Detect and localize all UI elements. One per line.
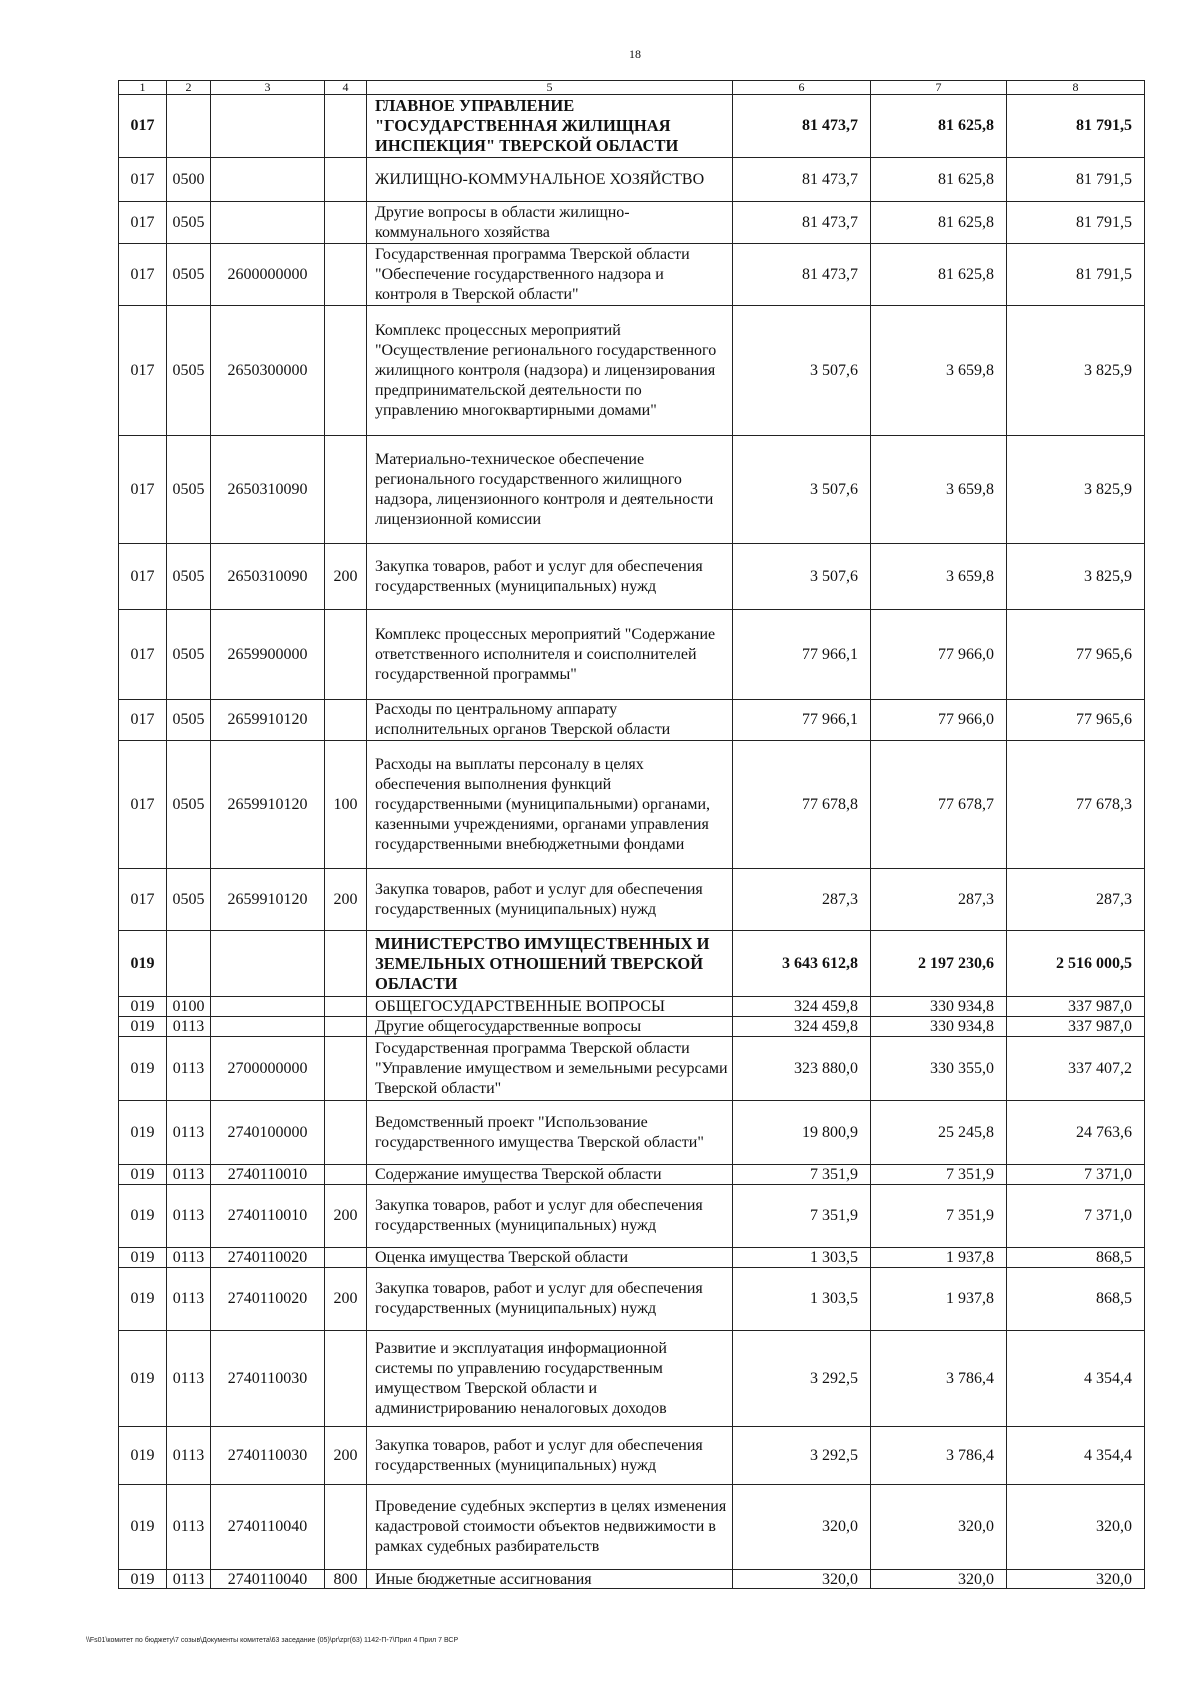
expense-type-cell <box>325 1037 367 1101</box>
table-row <box>119 306 1145 436</box>
item-name-cell: Содержание имущества Тверской области <box>367 1165 733 1185</box>
amount-year3-cell: 77 965,6 <box>1007 700 1145 741</box>
target-article-cell: 2659910120 <box>211 741 325 869</box>
amount-year1-cell: 19 800,9 <box>733 1101 871 1165</box>
target-article-cell <box>211 931 325 997</box>
target-article-cell: 2650310090 <box>211 436 325 544</box>
table-row <box>119 1037 1145 1101</box>
admin-code-cell: 017 <box>119 610 167 700</box>
target-article-cell: 2740110020 <box>211 1248 325 1268</box>
item-name-cell: МИНИСТЕРСТВО ИМУЩЕСТВЕННЫХ И ЗЕМЕЛЬНЫХ ОТНОШЕНИЙ ТВЕРСКОЙ ОБЛАСТИ <box>367 931 733 997</box>
table-row <box>119 158 1145 202</box>
amount-year3-cell: 77 678,3 <box>1007 741 1145 869</box>
amount-year3-cell: 3 825,9 <box>1007 436 1145 544</box>
target-article-cell: 2700000000 <box>211 1037 325 1101</box>
admin-code-cell: 017 <box>119 202 167 244</box>
item-name-cell: Проведение судебных экспертиз в целях изменения кадастровой стоимости объектов недвижимости в рамках судебных разбирательств <box>367 1485 733 1570</box>
amount-year3-cell: 81 791,5 <box>1007 158 1145 202</box>
target-article-cell: 2659900000 <box>211 610 325 700</box>
amount-year1-cell: 3 507,6 <box>733 436 871 544</box>
section-code-cell: 0113 <box>167 1165 211 1185</box>
target-article-cell <box>211 202 325 244</box>
expense-type-cell <box>325 1485 367 1570</box>
amount-year1-cell: 323 880,0 <box>733 1037 871 1101</box>
target-article-cell: 2650310090 <box>211 544 325 610</box>
expense-type-cell: 200 <box>325 1427 367 1485</box>
admin-code-cell: 019 <box>119 1268 167 1331</box>
expense-type-cell: 200 <box>325 544 367 610</box>
amount-year2-cell: 330 355,0 <box>871 1037 1007 1101</box>
expense-type-cell <box>325 244 367 306</box>
expense-type-cell <box>325 95 367 158</box>
section-code-cell: 0113 <box>167 1101 211 1165</box>
section-code-cell: 0505 <box>167 306 211 436</box>
target-article-cell: 2740110040 <box>211 1570 325 1589</box>
table-row <box>119 1248 1145 1268</box>
expense-type-cell <box>325 700 367 741</box>
expense-type-cell <box>325 931 367 997</box>
expense-type-cell: 800 <box>325 1570 367 1589</box>
amount-year1-cell: 7 351,9 <box>733 1165 871 1185</box>
header-cell: 4 <box>325 81 367 95</box>
amount-year1-cell: 3 507,6 <box>733 306 871 436</box>
amount-year3-cell: 337 987,0 <box>1007 997 1145 1017</box>
amount-year2-cell: 320,0 <box>871 1570 1007 1589</box>
admin-code-cell: 017 <box>119 436 167 544</box>
amount-year3-cell: 7 371,0 <box>1007 1185 1145 1248</box>
table-row <box>119 869 1145 931</box>
item-name-cell: ЖИЛИЩНО-КОММУНАЛЬНОЕ ХОЗЯЙСТВО <box>367 158 733 202</box>
admin-code-cell: 019 <box>119 1427 167 1485</box>
admin-code-cell: 019 <box>119 931 167 997</box>
amount-year2-cell: 7 351,9 <box>871 1185 1007 1248</box>
header-cell: 1 <box>119 81 167 95</box>
expense-type-cell <box>325 306 367 436</box>
table-row <box>119 1185 1145 1248</box>
amount-year3-cell: 320,0 <box>1007 1570 1145 1589</box>
section-code-cell: 0113 <box>167 1570 211 1589</box>
footer-file-path: \\Fs01\комитет по бюджету\7 созыв\Документы комитета\63 заседание (05)\pr\zpr(63) 1142-П-7\Прил 4 Прил 7 ВСР <box>86 1637 459 1644</box>
item-name-cell: Оценка имущества Тверской области <box>367 1248 733 1268</box>
item-name-cell: Комплекс процессных мероприятий "Осуществление регионального государственного жилищного контроля (надзора) и лицензирования предпринимательской деятельности по управлению многоквартирными домами" <box>367 306 733 436</box>
amount-year1-cell: 3 643 612,8 <box>733 931 871 997</box>
item-name-cell: Закупка товаров, работ и услуг для обеспечения государственных (муниципальных) нужд <box>367 1268 733 1331</box>
amount-year1-cell: 324 459,8 <box>733 997 871 1017</box>
expense-type-cell <box>325 1248 367 1268</box>
admin-code-cell: 019 <box>119 1037 167 1101</box>
table-row <box>119 95 1145 158</box>
section-code-cell <box>167 931 211 997</box>
table-row <box>119 544 1145 610</box>
amount-year3-cell: 2 516 000,5 <box>1007 931 1145 997</box>
amount-year3-cell: 4 354,4 <box>1007 1331 1145 1427</box>
page-number: 18 <box>629 47 641 61</box>
section-code-cell <box>167 95 211 158</box>
amount-year2-cell: 25 245,8 <box>871 1101 1007 1165</box>
table-row <box>119 997 1145 1017</box>
table-row <box>119 741 1145 869</box>
item-name-cell: ОБЩЕГОСУДАРСТВЕННЫЕ ВОПРОСЫ <box>367 997 733 1017</box>
section-code-cell: 0113 <box>167 1185 211 1248</box>
admin-code-cell: 017 <box>119 741 167 869</box>
item-name-cell: Закупка товаров, работ и услуг для обеспечения государственных (муниципальных) нужд <box>367 544 733 610</box>
amount-year3-cell: 337 407,2 <box>1007 1037 1145 1101</box>
amount-year1-cell: 3 507,6 <box>733 544 871 610</box>
expense-type-cell <box>325 1331 367 1427</box>
amount-year2-cell: 3 659,8 <box>871 544 1007 610</box>
amount-year1-cell: 3 292,5 <box>733 1427 871 1485</box>
amount-year2-cell: 3 786,4 <box>871 1427 1007 1485</box>
target-article-cell: 2740110040 <box>211 1485 325 1570</box>
amount-year1-cell: 81 473,7 <box>733 202 871 244</box>
budget-table <box>118 80 1145 1589</box>
admin-code-cell: 019 <box>119 1248 167 1268</box>
section-code-cell: 0113 <box>167 1331 211 1427</box>
amount-year1-cell: 77 678,8 <box>733 741 871 869</box>
admin-code-cell: 019 <box>119 1570 167 1589</box>
expense-type-cell <box>325 202 367 244</box>
item-name-cell: Ведомственный проект "Использование государственного имущества Тверской области" <box>367 1101 733 1165</box>
expense-type-cell: 100 <box>325 741 367 869</box>
table-row <box>119 1331 1145 1427</box>
amount-year3-cell: 337 987,0 <box>1007 1017 1145 1037</box>
expense-type-cell: 200 <box>325 1268 367 1331</box>
table-row <box>119 1570 1145 1589</box>
amount-year3-cell: 81 791,5 <box>1007 244 1145 306</box>
amount-year1-cell: 287,3 <box>733 869 871 931</box>
section-code-cell: 0100 <box>167 997 211 1017</box>
admin-code-cell: 017 <box>119 700 167 741</box>
table-row <box>119 202 1145 244</box>
item-name-cell: Другие вопросы в области жилищно-коммунального хозяйства <box>367 202 733 244</box>
section-code-cell: 0113 <box>167 1485 211 1570</box>
amount-year3-cell: 3 825,9 <box>1007 544 1145 610</box>
expense-type-cell <box>325 610 367 700</box>
amount-year2-cell: 77 966,0 <box>871 700 1007 741</box>
admin-code-cell: 019 <box>119 1185 167 1248</box>
admin-code-cell: 019 <box>119 1101 167 1165</box>
expense-type-cell <box>325 1101 367 1165</box>
section-code-cell: 0113 <box>167 1017 211 1037</box>
table-row <box>119 1268 1145 1331</box>
amount-year3-cell: 320,0 <box>1007 1485 1145 1570</box>
amount-year3-cell: 81 791,5 <box>1007 202 1145 244</box>
admin-code-cell: 017 <box>119 544 167 610</box>
table-row <box>119 1485 1145 1570</box>
amount-year2-cell: 3 659,8 <box>871 306 1007 436</box>
amount-year3-cell: 77 965,6 <box>1007 610 1145 700</box>
item-name-cell: Государственная программа Тверской области "Обеспечение государственного надзора и контроля в Тверской области" <box>367 244 733 306</box>
header-cell: 5 <box>367 81 733 95</box>
target-article-cell: 2650300000 <box>211 306 325 436</box>
amount-year2-cell: 3 786,4 <box>871 1331 1007 1427</box>
amount-year1-cell: 77 966,1 <box>733 610 871 700</box>
expense-type-cell <box>325 158 367 202</box>
section-code-cell: 0505 <box>167 610 211 700</box>
target-article-cell: 2740110010 <box>211 1165 325 1185</box>
section-code-cell: 0505 <box>167 700 211 741</box>
amount-year1-cell: 3 292,5 <box>733 1331 871 1427</box>
section-code-cell: 0505 <box>167 869 211 931</box>
amount-year1-cell: 81 473,7 <box>733 95 871 158</box>
table-row <box>119 1017 1145 1037</box>
amount-year1-cell: 1 303,5 <box>733 1248 871 1268</box>
table-row <box>119 610 1145 700</box>
expense-type-cell: 200 <box>325 869 367 931</box>
section-code-cell: 0113 <box>167 1268 211 1331</box>
item-name-cell: Другие общегосударственные вопросы <box>367 1017 733 1037</box>
admin-code-cell: 017 <box>119 158 167 202</box>
table-row <box>119 1101 1145 1165</box>
amount-year1-cell: 320,0 <box>733 1570 871 1589</box>
budget-table-body <box>119 95 1145 1589</box>
amount-year2-cell: 77 966,0 <box>871 610 1007 700</box>
amount-year1-cell: 320,0 <box>733 1485 871 1570</box>
amount-year2-cell: 320,0 <box>871 1485 1007 1570</box>
amount-year2-cell: 3 659,8 <box>871 436 1007 544</box>
admin-code-cell: 019 <box>119 1017 167 1037</box>
amount-year3-cell: 3 825,9 <box>1007 306 1145 436</box>
amount-year2-cell: 77 678,7 <box>871 741 1007 869</box>
amount-year2-cell: 81 625,8 <box>871 202 1007 244</box>
section-code-cell: 0505 <box>167 244 211 306</box>
item-name-cell: Иные бюджетные ассигнования <box>367 1570 733 1589</box>
expense-type-cell <box>325 1017 367 1037</box>
section-code-cell: 0505 <box>167 202 211 244</box>
amount-year3-cell: 24 763,6 <box>1007 1101 1145 1165</box>
admin-code-cell: 019 <box>119 1165 167 1185</box>
header-cell: 6 <box>733 81 871 95</box>
section-code-cell: 0113 <box>167 1248 211 1268</box>
amount-year3-cell: 287,3 <box>1007 869 1145 931</box>
admin-code-cell: 017 <box>119 306 167 436</box>
amount-year3-cell: 4 354,4 <box>1007 1427 1145 1485</box>
item-name-cell: Закупка товаров, работ и услуг для обеспечения государственных (муниципальных) нужд <box>367 869 733 931</box>
target-article-cell: 2659910120 <box>211 869 325 931</box>
table-row <box>119 1165 1145 1185</box>
target-article-cell: 2740110020 <box>211 1268 325 1331</box>
target-article-cell: 2740110030 <box>211 1427 325 1485</box>
admin-code-cell: 019 <box>119 1331 167 1427</box>
expense-type-cell <box>325 436 367 544</box>
header-cell: 8 <box>1007 81 1145 95</box>
admin-code-cell: 019 <box>119 997 167 1017</box>
amount-year2-cell: 2 197 230,6 <box>871 931 1007 997</box>
item-name-cell: Комплекс процессных мероприятий "Содержание ответственного исполнителя и соисполнителей государственной программы" <box>367 610 733 700</box>
section-code-cell: 0500 <box>167 158 211 202</box>
target-article-cell: 2740100000 <box>211 1101 325 1165</box>
item-name-cell: Расходы по центральному аппарату исполнительных органов Тверской области <box>367 700 733 741</box>
amount-year1-cell: 81 473,7 <box>733 244 871 306</box>
amount-year2-cell: 330 934,8 <box>871 1017 1007 1037</box>
section-code-cell: 0113 <box>167 1427 211 1485</box>
item-name-cell: ГЛАВНОЕ УПРАВЛЕНИЕ "ГОСУДАРСТВЕННАЯ ЖИЛИЩНАЯ ИНСПЕКЦИЯ" ТВЕРСКОЙ ОБЛАСТИ <box>367 95 733 158</box>
amount-year2-cell: 7 351,9 <box>871 1165 1007 1185</box>
amount-year2-cell: 81 625,8 <box>871 158 1007 202</box>
expense-type-cell <box>325 997 367 1017</box>
admin-code-cell: 017 <box>119 244 167 306</box>
target-article-cell <box>211 158 325 202</box>
amount-year2-cell: 81 625,8 <box>871 95 1007 158</box>
item-name-cell: Развитие и эксплуатация информационной системы по управлению государственным имуществом Тверской области и администрированию неналоговых доходов <box>367 1331 733 1427</box>
amount-year2-cell: 1 937,8 <box>871 1248 1007 1268</box>
item-name-cell: Материально-техническое обеспечение регионального государственного жилищного надзора, лицензионного контроля и деятельности лицензионной комиссии <box>367 436 733 544</box>
amount-year1-cell: 1 303,5 <box>733 1268 871 1331</box>
table-row <box>119 700 1145 741</box>
target-article-cell <box>211 997 325 1017</box>
admin-code-cell: 017 <box>119 95 167 158</box>
amount-year3-cell: 868,5 <box>1007 1268 1145 1331</box>
target-article-cell: 2659910120 <box>211 700 325 741</box>
admin-code-cell: 019 <box>119 1485 167 1570</box>
table-row <box>119 244 1145 306</box>
target-article-cell <box>211 95 325 158</box>
target-article-cell: 2740110030 <box>211 1331 325 1427</box>
header-row <box>119 81 1145 95</box>
table-row <box>119 436 1145 544</box>
header-cell: 3 <box>211 81 325 95</box>
amount-year2-cell: 330 934,8 <box>871 997 1007 1017</box>
expense-type-cell: 200 <box>325 1185 367 1248</box>
section-code-cell: 0505 <box>167 436 211 544</box>
amount-year1-cell: 81 473,7 <box>733 158 871 202</box>
section-code-cell: 0505 <box>167 741 211 869</box>
item-name-cell: Закупка товаров, работ и услуг для обеспечения государственных (муниципальных) нужд <box>367 1427 733 1485</box>
item-name-cell: Государственная программа Тверской области "Управление имуществом и земельными ресурсами Тверской области" <box>367 1037 733 1101</box>
section-code-cell: 0505 <box>167 544 211 610</box>
expense-type-cell <box>325 1165 367 1185</box>
amount-year2-cell: 287,3 <box>871 869 1007 931</box>
amount-year2-cell: 1 937,8 <box>871 1268 1007 1331</box>
amount-year1-cell: 7 351,9 <box>733 1185 871 1248</box>
item-name-cell: Закупка товаров, работ и услуг для обеспечения государственных (муниципальных) нужд <box>367 1185 733 1248</box>
amount-year3-cell: 868,5 <box>1007 1248 1145 1268</box>
section-code-cell: 0113 <box>167 1037 211 1101</box>
header-cell: 7 <box>871 81 1007 95</box>
header-cell: 2 <box>167 81 211 95</box>
admin-code-cell: 017 <box>119 869 167 931</box>
amount-year3-cell: 81 791,5 <box>1007 95 1145 158</box>
target-article-cell <box>211 1017 325 1037</box>
target-article-cell: 2740110010 <box>211 1185 325 1248</box>
table-row <box>119 931 1145 997</box>
amount-year3-cell: 7 371,0 <box>1007 1165 1145 1185</box>
amount-year1-cell: 324 459,8 <box>733 1017 871 1037</box>
amount-year1-cell: 77 966,1 <box>733 700 871 741</box>
table-row <box>119 1427 1145 1485</box>
item-name-cell: Расходы на выплаты персоналу в целях обеспечения выполнения функций государственными (муниципальными) органами, казенными учреждениями, органами управления государственными внебюджетными фондами <box>367 741 733 869</box>
amount-year2-cell: 81 625,8 <box>871 244 1007 306</box>
target-article-cell: 2600000000 <box>211 244 325 306</box>
